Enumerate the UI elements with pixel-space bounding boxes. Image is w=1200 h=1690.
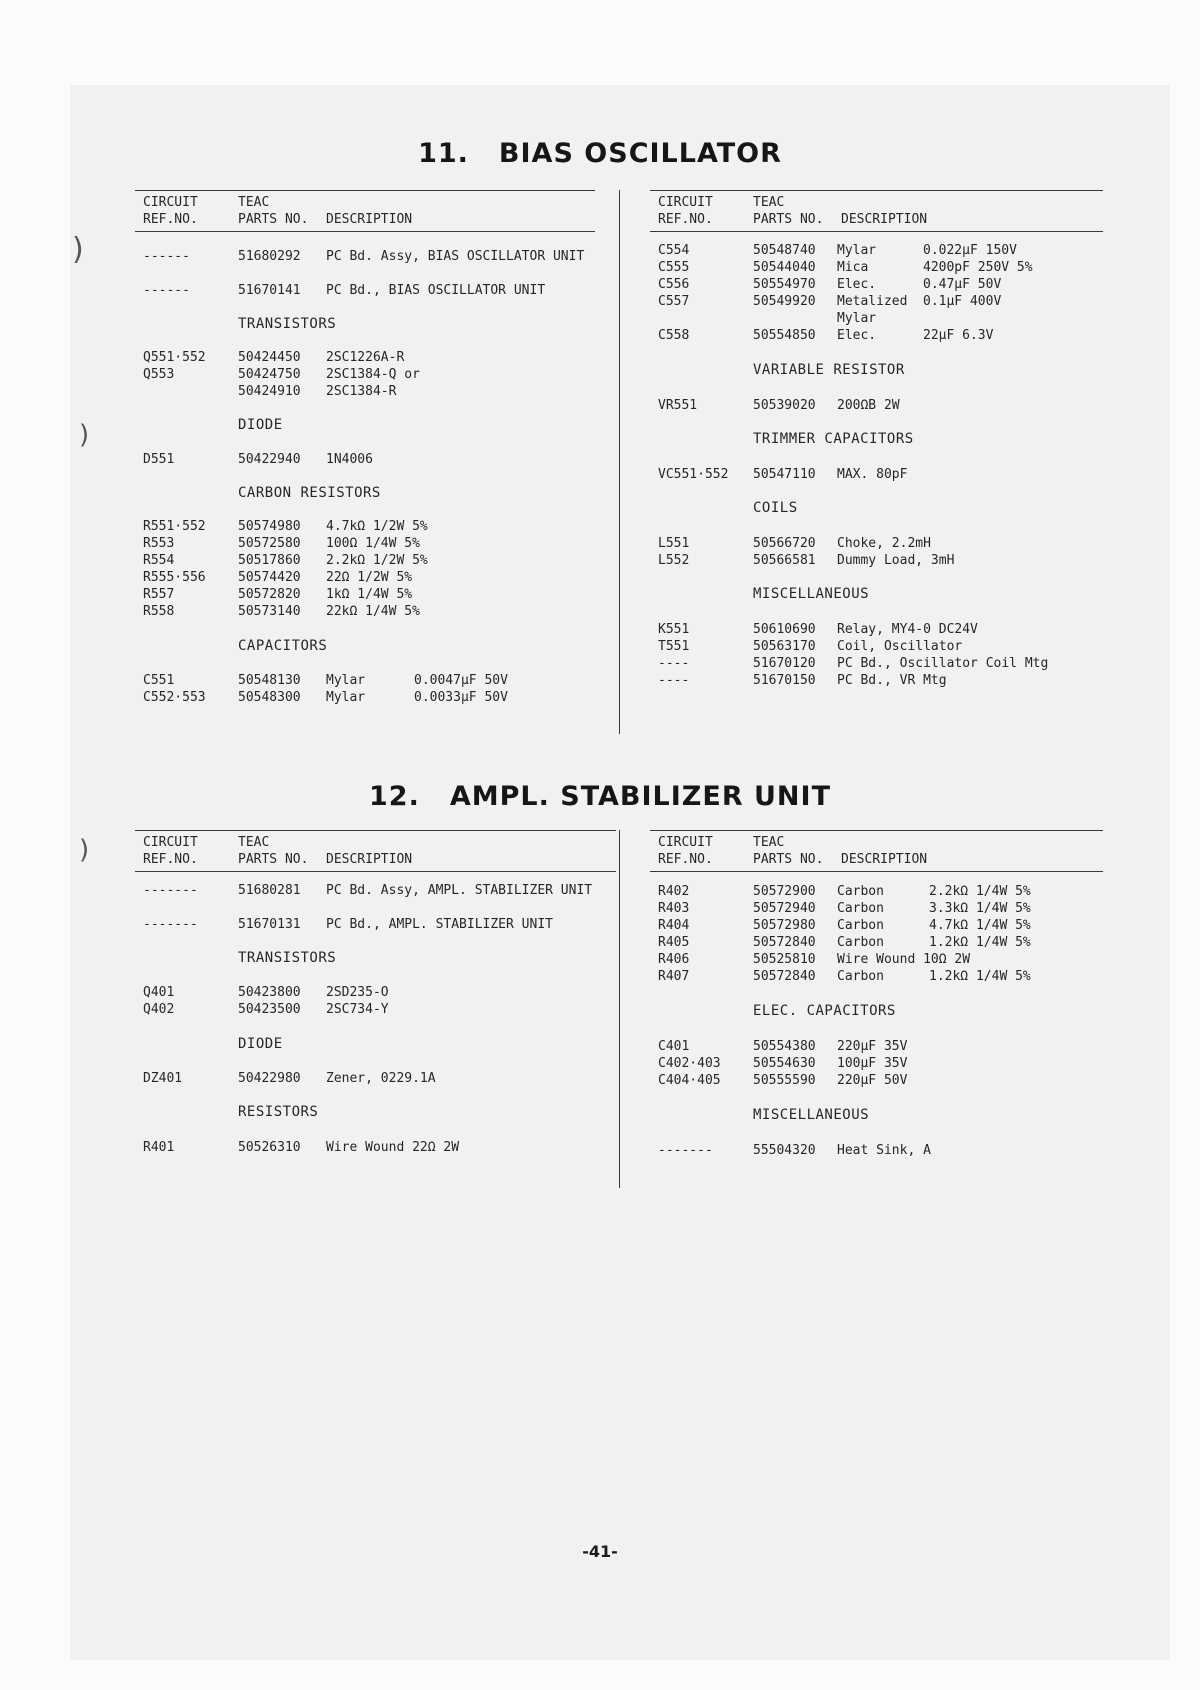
value-spec: 22μF 6.3V: [923, 328, 994, 343]
parts-table-left: [135, 190, 595, 730]
description: 2SC734-Y: [326, 1002, 389, 1017]
part-number: 50572940: [753, 901, 816, 916]
ref-no: DZ401: [143, 1071, 183, 1086]
header-rule-bottom: [135, 231, 595, 232]
section-title: 11. BIAS OSCILLATOR: [418, 138, 782, 169]
binding-hole-mark: ): [79, 835, 90, 865]
part-number: 51670150: [753, 673, 816, 688]
part-number: 51680292: [238, 249, 301, 264]
binding-hole-mark: ): [72, 232, 84, 267]
header-rule-bottom: [650, 231, 1103, 232]
group-heading: MISCELLANEOUS: [753, 586, 870, 602]
group-heading: VARIABLE RESISTOR: [753, 362, 905, 378]
header-parts-no: PARTS NO.: [753, 852, 824, 867]
ref-no: R554: [143, 553, 175, 568]
part-number: 50554850: [753, 328, 816, 343]
header-parts-no: PARTS NO.: [238, 212, 309, 227]
value-spec: 0.1μF 400V: [923, 294, 1002, 309]
ref-no: VC551·552: [658, 467, 729, 482]
part-number: 50573140: [238, 604, 301, 619]
part-number: 50548300: [238, 690, 301, 705]
ref-no: Q553: [143, 367, 175, 382]
ref-no: R405: [658, 935, 690, 950]
part-number: 50547110: [753, 467, 816, 482]
ref-no: R558: [143, 604, 175, 619]
header-rule-top: [135, 830, 616, 831]
group-heading: TRIMMER CAPACITORS: [753, 431, 914, 447]
description: 2SC1384-R: [326, 384, 397, 399]
description: Metalized: [837, 294, 908, 309]
header-circuit: CIRCUIT: [658, 195, 713, 210]
ref-no: ----: [658, 656, 690, 671]
part-number: 50572820: [238, 587, 301, 602]
group-heading: TRANSISTORS: [238, 950, 337, 966]
ref-no: L552: [658, 553, 690, 568]
header-rule-top: [650, 190, 1103, 191]
header-rule-bottom: [650, 871, 1103, 872]
ref-no: ----: [658, 673, 690, 688]
ref-no: R406: [658, 952, 690, 967]
header-ref-no: REF.NO.: [658, 852, 713, 867]
value-spec: 2.2kΩ 1/4W 5%: [929, 884, 1031, 899]
description: 100μF 35V: [837, 1056, 908, 1071]
description: Wire Wound 22Ω 2W: [326, 1140, 460, 1155]
description: Carbon: [837, 969, 884, 984]
description: PC Bd., BIAS OSCILLATOR UNIT: [326, 283, 546, 298]
ref-no: Q402: [143, 1002, 175, 1017]
parts-table-left: [135, 830, 616, 1188]
description: Wire Wound 10Ω 2W: [837, 952, 971, 967]
ref-no: ------: [143, 249, 190, 264]
description: Mylar: [326, 690, 366, 705]
group-heading: COILS: [753, 500, 798, 516]
part-number: 50422940: [238, 452, 301, 467]
part-number: 50572580: [238, 536, 301, 551]
part-number: 50566581: [753, 553, 816, 568]
part-number: 50572840: [753, 969, 816, 984]
description: Elec.: [837, 328, 877, 343]
ref-no: R557: [143, 587, 175, 602]
description: 22Ω 1/2W 5%: [326, 570, 413, 585]
part-number: 50554630: [753, 1056, 816, 1071]
description: Mylar: [326, 673, 366, 688]
description: PC Bd., AMPL. STABILIZER UNIT: [326, 917, 553, 932]
description: Mica: [837, 260, 869, 275]
part-number: 50539020: [753, 398, 816, 413]
part-number: 50544040: [753, 260, 816, 275]
description: 1N4006: [326, 452, 373, 467]
group-heading: TRANSISTORS: [238, 316, 337, 332]
header-parts-no: PARTS NO.: [238, 852, 309, 867]
header-rule-bottom: [135, 871, 616, 872]
description: PC Bd. Assy, BIAS OSCILLATOR UNIT: [326, 249, 585, 264]
description: PC Bd., VR Mtg: [837, 673, 947, 688]
page-number: -41-: [582, 1542, 618, 1561]
description: 4.7kΩ 1/2W 5%: [326, 519, 428, 534]
part-number: 50572840: [753, 935, 816, 950]
ref-no: R404: [658, 918, 690, 933]
group-heading: RESISTORS: [238, 1104, 319, 1120]
header-teac: TEAC: [238, 835, 270, 850]
part-number: 50422980: [238, 1071, 301, 1086]
ref-no: K551: [658, 622, 690, 637]
value-spec: 0.022μF 150V: [923, 243, 1017, 258]
header-rule-top: [135, 190, 595, 191]
description: 2SD235-O: [326, 985, 389, 1000]
description: Relay, MY4-0 DC24V: [837, 622, 978, 637]
value-spec: 1.2kΩ 1/4W 5%: [929, 935, 1031, 950]
group-heading: MISCELLANEOUS: [753, 1107, 870, 1123]
description: MAX. 80pF: [837, 467, 908, 482]
ref-no: C557: [658, 294, 690, 309]
part-number: 50572900: [753, 884, 816, 899]
part-number: 50423800: [238, 985, 301, 1000]
group-heading: CAPACITORS: [238, 638, 328, 654]
ref-no: R407: [658, 969, 690, 984]
description: Dummy Load, 3mH: [837, 553, 955, 568]
header-ref-no: REF.NO.: [143, 852, 198, 867]
header-description: DESCRIPTION: [326, 212, 413, 227]
description: Choke, 2.2mH: [837, 536, 931, 551]
part-number: 50574420: [238, 570, 301, 585]
ref-no: VR551: [658, 398, 698, 413]
ref-no: -------: [658, 1143, 713, 1158]
part-number: 50554970: [753, 277, 816, 292]
description: 1kΩ 1/4W 5%: [326, 587, 413, 602]
description: Coil, Oscillator: [837, 639, 963, 654]
part-number: 50526310: [238, 1140, 301, 1155]
description: Carbon: [837, 935, 884, 950]
description: 2SC1384-Q or: [326, 367, 420, 382]
description: 100Ω 1/4W 5%: [326, 536, 420, 551]
description: PC Bd. Assy, AMPL. STABILIZER UNIT: [326, 883, 593, 898]
value-spec: 0.47μF 50V: [923, 277, 1002, 292]
ref-no: C401: [658, 1039, 690, 1054]
description: 2.2kΩ 1/2W 5%: [326, 553, 428, 568]
ref-no: Q401: [143, 985, 175, 1000]
part-number: 50423500: [238, 1002, 301, 1017]
ref-no: C404·405: [658, 1073, 721, 1088]
ref-no: R555·556: [143, 570, 206, 585]
description: Mylar: [837, 243, 877, 258]
ref-no: R402: [658, 884, 690, 899]
header-teac: TEAC: [753, 195, 785, 210]
value-spec: 4.7kΩ 1/4W 5%: [929, 918, 1031, 933]
part-number: 51670131: [238, 917, 301, 932]
part-number: 50424750: [238, 367, 301, 382]
description: Carbon: [837, 901, 884, 916]
header-description: DESCRIPTION: [326, 852, 413, 867]
value-spec: 3.3kΩ 1/4W 5%: [929, 901, 1031, 916]
description: Zener, 0229.1A: [326, 1071, 436, 1086]
description: Carbon: [837, 884, 884, 899]
parts-table-right: [650, 830, 1103, 1188]
part-number: 51670120: [753, 656, 816, 671]
part-number: 50610690: [753, 622, 816, 637]
ref-no: C558: [658, 328, 690, 343]
header-circuit: CIRCUIT: [143, 835, 198, 850]
ref-no: C552·553: [143, 690, 206, 705]
part-number: 50572980: [753, 918, 816, 933]
ref-no: L551: [658, 536, 690, 551]
description: 220μF 50V: [837, 1073, 908, 1088]
value-spec: 1.2kΩ 1/4W 5%: [929, 969, 1031, 984]
column-separator: [619, 190, 620, 734]
part-number: 50566720: [753, 536, 816, 551]
description: PC Bd., Oscillator Coil Mtg: [837, 656, 1049, 671]
description: Heat Sink, A: [837, 1143, 931, 1158]
section-title: 12. AMPL. STABILIZER UNIT: [369, 781, 831, 812]
ref-no: C554: [658, 243, 690, 258]
value-spec: 0.0033μF 50V: [414, 690, 508, 705]
part-number: 55504320: [753, 1143, 816, 1158]
part-number: 50554380: [753, 1039, 816, 1054]
part-number: 50424910: [238, 384, 301, 399]
ref-no: R553: [143, 536, 175, 551]
part-number: 50548740: [753, 243, 816, 258]
ref-no: R551·552: [143, 519, 206, 534]
description: 200ΩB 2W: [837, 398, 900, 413]
ref-no: Q551·552: [143, 350, 206, 365]
value-spec: 4200pF 250V 5%: [923, 260, 1033, 275]
ref-no: T551: [658, 639, 690, 654]
part-number: 50549920: [753, 294, 816, 309]
description: 22kΩ 1/4W 5%: [326, 604, 420, 619]
ref-no: -------: [143, 883, 198, 898]
ref-no: R403: [658, 901, 690, 916]
description: 220μF 35V: [837, 1039, 908, 1054]
ref-no: R401: [143, 1140, 175, 1155]
ref-no: -------: [143, 917, 198, 932]
part-number: 50525810: [753, 952, 816, 967]
ref-no: D551: [143, 452, 175, 467]
part-number: 50548130: [238, 673, 301, 688]
description: Elec.: [837, 277, 877, 292]
part-number: 51670141: [238, 283, 301, 298]
description: Carbon: [837, 918, 884, 933]
column-separator: [619, 830, 620, 1188]
group-heading: ELEC. CAPACITORS: [753, 1003, 896, 1019]
ref-no: C402·403: [658, 1056, 721, 1071]
description: 2SC1226A-R: [326, 350, 405, 365]
ref-no: C556: [658, 277, 690, 292]
header-ref-no: REF.NO.: [143, 212, 198, 227]
parts-table-right: [650, 190, 1103, 730]
binding-hole-mark: ): [79, 420, 90, 450]
description: Mylar: [837, 311, 877, 326]
header-teac: TEAC: [753, 835, 785, 850]
part-number: 50555590: [753, 1073, 816, 1088]
group-heading: DIODE: [238, 1036, 283, 1052]
part-number: 50563170: [753, 639, 816, 654]
part-number: 50424450: [238, 350, 301, 365]
header-circuit: CIRCUIT: [143, 195, 198, 210]
header-teac: TEAC: [238, 195, 270, 210]
part-number: 50574980: [238, 519, 301, 534]
value-spec: 0.0047μF 50V: [414, 673, 508, 688]
header-parts-no: PARTS NO.: [753, 212, 824, 227]
group-heading: CARBON RESISTORS: [238, 485, 381, 501]
ref-no: C551: [143, 673, 175, 688]
header-rule-top: [650, 830, 1103, 831]
ref-no: C555: [658, 260, 690, 275]
header-description: DESCRIPTION: [841, 212, 928, 227]
group-heading: DIODE: [238, 417, 283, 433]
header-circuit: CIRCUIT: [658, 835, 713, 850]
part-number: 51680281: [238, 883, 301, 898]
header-description: DESCRIPTION: [841, 852, 928, 867]
header-ref-no: REF.NO.: [658, 212, 713, 227]
part-number: 50517860: [238, 553, 301, 568]
ref-no: ------: [143, 283, 190, 298]
